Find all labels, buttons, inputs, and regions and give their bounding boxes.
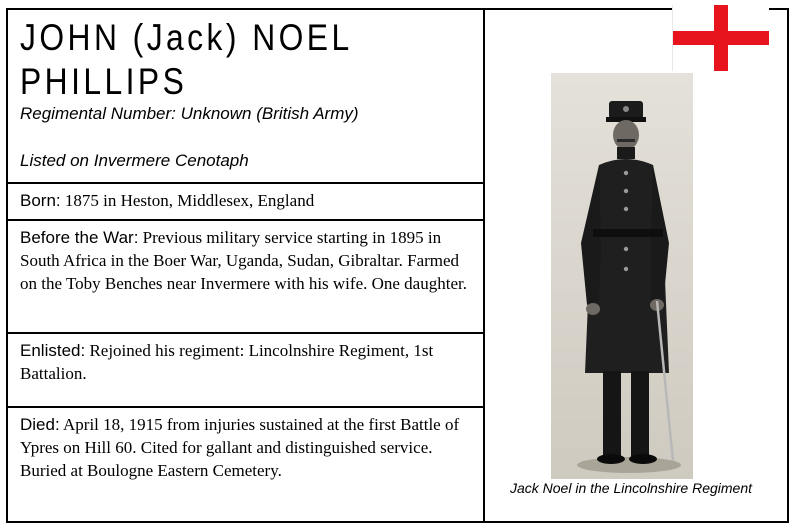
born-label: Born: — [20, 191, 61, 210]
before-war-label: Before the War: — [20, 228, 139, 247]
name-header — [8, 10, 483, 184]
regimental-number: Regimental Number: Unknown (British Army) — [20, 104, 359, 123]
enlisted-text: Rejoined his regiment: Lincolnshire Regiment, 1st Battalion. — [20, 341, 434, 383]
died-label: Died: — [20, 415, 60, 434]
name-line-1: JOHN (Jack) NOEL — [20, 17, 353, 58]
before-war-text: Previous military service starting in 1895 in South Africa in the Boer War, Uganda, Sudan, Gibraltar. Farmed on the Toby Benches near Invermere with his wife. One daughter. — [20, 228, 467, 293]
st-george-cross-flag-icon — [672, 5, 769, 71]
column-divider — [483, 10, 485, 521]
soldier-portrait-photo — [551, 73, 693, 479]
memorial-listing: Listed on Invermere Cenotaph — [20, 151, 249, 170]
born-text: 1875 in Heston, Middlesex, England — [60, 191, 315, 210]
details-column — [8, 10, 483, 521]
died-text: April 18, 1915 from injuries sustained at the first Battle of Ypres on Hill 60. Cited for gallant and distinguished service. Buried at Boulogne Eastern Cemetery. — [20, 415, 460, 480]
soldier-silhouette-icon — [551, 73, 693, 479]
enlisted-section — [8, 334, 483, 408]
name-line-2: PHILLIPS — [20, 61, 188, 102]
died-section — [8, 408, 483, 521]
before-war-section — [8, 221, 483, 334]
born-section — [8, 184, 483, 221]
photo-caption: Jack Noel in the Lincolnshire Regiment — [509, 480, 752, 496]
enlisted-label: Enlisted: — [20, 341, 86, 360]
